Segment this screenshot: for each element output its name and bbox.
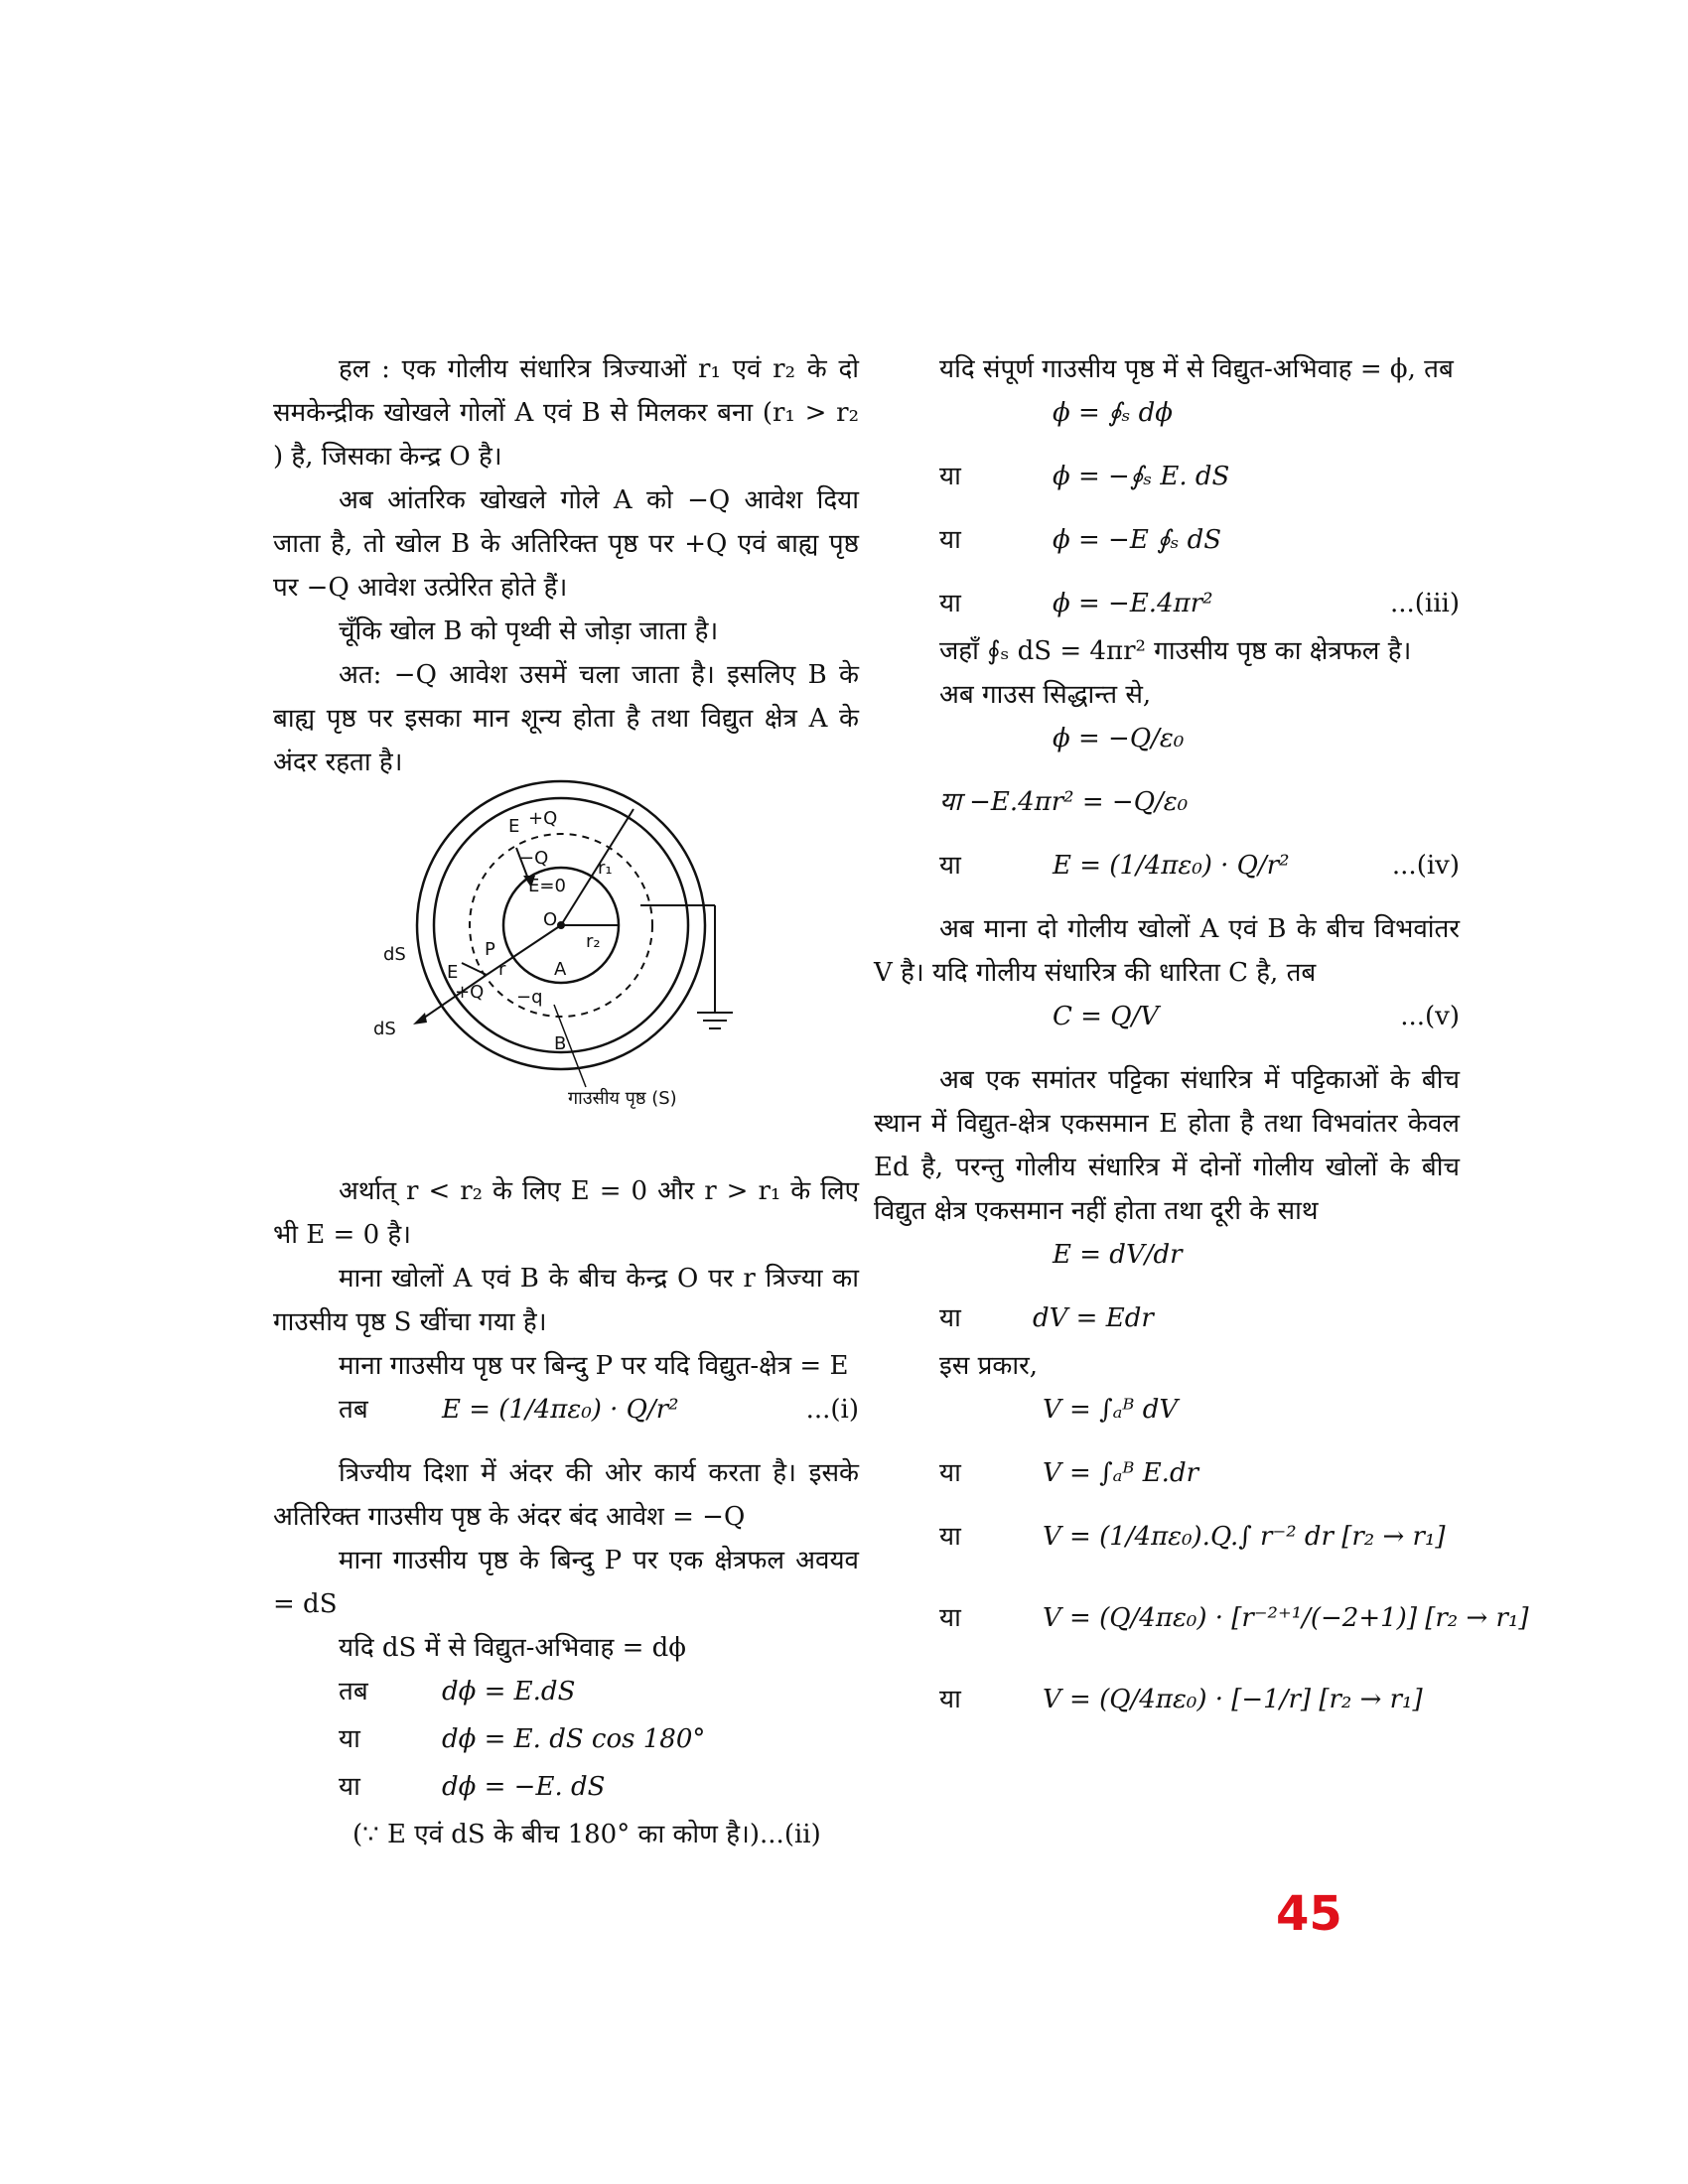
paragraph: यदि dS में से विद्युत-अभिवाह = dϕ — [339, 1633, 686, 1663]
paragraph: अब माना दो गोलीय खोलों A एवं B के बीच विभवांतर V है। यदि गोलीय संधारित्र की धारिता C है, तब — [874, 914, 1460, 988]
equation: V = (Q/4πε₀) · [−1/r] [r₂ → r₁] — [1043, 1685, 1423, 1714]
spherical-capacitor-diagram — [373, 808, 844, 1122]
equation: (∵ E एवं dS के बीच 180° का कोण है।)...(ii) — [352, 1820, 821, 1849]
equation-label: या — [939, 1603, 961, 1633]
label-gaussian-surface: गाउसीय पृष्ठ (S) — [568, 1088, 677, 1109]
equation-label: या — [939, 1685, 961, 1714]
equation-number: ...(i) — [805, 1395, 859, 1425]
equation — [874, 717, 1460, 780]
equation — [273, 1765, 859, 1813]
equation: dϕ = −E. dS — [442, 1772, 606, 1802]
equation — [874, 1388, 1460, 1451]
paragraph: त्रिज्यीय दिशा में अंदर की ओर कार्य करता है। इसके अतिरिक्त गाउसीय पृष्ठ के अंदर बंद आवेश = −Q — [273, 1458, 859, 1532]
equation — [273, 1670, 859, 1717]
equation — [874, 455, 1460, 518]
label-dS-lower: dS — [373, 1019, 396, 1039]
label-P: P — [485, 939, 495, 960]
equation-label: तब — [339, 1395, 368, 1425]
equation: dϕ = E. dS cos 180° — [442, 1724, 706, 1754]
label-dS-upper: dS — [383, 944, 406, 965]
label-E-top: E — [508, 816, 520, 837]
label-E-left: E — [447, 962, 459, 983]
equation — [874, 1596, 1529, 1678]
equation-number: ...(iii) — [1389, 589, 1460, 618]
equation: ϕ = ∮ₛ dϕ — [1053, 398, 1173, 428]
label-O: O — [543, 909, 558, 930]
equation-number: ...(v) — [1400, 1002, 1460, 1031]
ds-arrow-upper — [462, 963, 487, 975]
equation: ϕ = −∮ₛ E. dS — [1053, 462, 1230, 491]
equation-label: या — [939, 1303, 961, 1333]
label-r: r — [498, 959, 506, 980]
equation-label: तब — [339, 1677, 368, 1706]
equation: ϕ = −Q/ε₀ — [1053, 724, 1185, 753]
paragraph: हल : एक गोलीय संधारित्र त्रिज्याओं r₁ एवं r₂ के दो समकेन्द्रीक खोखले गोलों A एवं B से मिलकर बना (r₁ > r₂ ) है, जिसका केन्द्र O है। — [273, 354, 859, 472]
equation: V = (Q/4πε₀) · [r⁻²⁺¹/(−2+1)] [r₂ → r₁] — [1043, 1603, 1529, 1633]
paragraph: अब आंतरिक खोखले गोले A को −Q आवेश दिया जाता है, तो खोल B के अतिरिक्त पृष्ठ पर +Q एवं बाह्य पृष्ठ पर −Q आवेश उत्प्रेरित होते हैं। — [273, 485, 859, 603]
label-plus-Q-left: +Q — [455, 982, 485, 1003]
paragraph: अब एक समांतर पट्टिका संधारित्र में पट्टिकाओं के बीच स्थान में विद्युत-क्षेत्र एकसमान E होता है तथा विभवांतर केवल Ed है, परन्तु गोलीय संधारित्र में दोनों गोलीय खोलों के बीच विद्युत क्षेत्र एकसमान नहीं होता तथा दूरी के साथ — [874, 1065, 1460, 1226]
equation — [874, 391, 1460, 455]
paragraph: माना गाउसीय पृष्ठ के बिन्दु P पर एक क्षेत्रफल अवयव = dS — [273, 1546, 859, 1619]
equation-label: या — [939, 1458, 961, 1488]
label-B: B — [554, 1033, 567, 1054]
equation: V = (1/4πε₀).Q.∫ r⁻² dr [r₂ → r₁] — [1043, 1522, 1446, 1552]
equation: V = ∫ₐᴮ dV — [1043, 1395, 1179, 1425]
right-column — [874, 347, 1529, 1759]
equation: V = ∫ₐᴮ E.dr — [1043, 1458, 1199, 1488]
label-r2: r₂ — [586, 931, 601, 952]
equation: dϕ = E.dS — [442, 1677, 576, 1706]
label-r1: r₁ — [598, 858, 613, 879]
equation: E = dV/dr — [1053, 1240, 1183, 1270]
equation — [273, 1717, 859, 1765]
equation-label: या — [939, 589, 961, 618]
paragraph: जहाँ ∮ₛ dS = 4πr² गाउसीय पृष्ठ का क्षेत्रफल है। — [939, 636, 1412, 666]
equation-label: या — [339, 1724, 360, 1754]
equation: ϕ = −E.4πr² — [1053, 589, 1213, 618]
equation-iv — [874, 844, 1460, 907]
equation: C = Q/V — [1053, 1002, 1160, 1031]
equation-label: या — [939, 1522, 961, 1552]
paragraph: माना गाउसीय पृष्ठ पर बिन्दु P पर यदि विद्युत-क्षेत्र = E — [339, 1351, 849, 1381]
equation — [874, 1678, 1460, 1759]
paragraph: माना खोलों A एवं B के बीच केन्द्र O पर r त्रिज्या का गाउसीय पृष्ठ S खींचा गया है। — [273, 1264, 859, 1337]
equation: ϕ = −E ∮ₛ dS — [1053, 525, 1222, 555]
equation — [874, 780, 1460, 844]
equation-label: या — [339, 1772, 360, 1802]
paragraph: यदि संपूर्ण गाउसीय पृष्ठ में से विद्युत-अभिवाह = ϕ, तब — [939, 354, 1454, 384]
equation-label: या — [939, 525, 961, 555]
paragraph: अर्थात् r < r₂ के लिए E = 0 और r > r₁ के लिए भी E = 0 है। — [273, 1176, 859, 1250]
equation — [874, 1233, 1460, 1297]
label-A: A — [554, 959, 567, 980]
equation: E = (1/4πε₀) · Q/r² — [1053, 851, 1290, 881]
equation-iii — [874, 582, 1460, 629]
paragraph: अत: −Q आवेश उसमें चला जाता है। इसलिए B के बाह्य पृष्ठ पर इसका मान शून्य होता है तथा विद्युत क्षेत्र A के अंदर रहता है। — [273, 660, 859, 777]
equation: dV = Edr — [1033, 1303, 1154, 1333]
label-minus-q: −q — [516, 987, 543, 1008]
equation-v — [874, 995, 1460, 1058]
paragraph: इस प्रकार, — [939, 1351, 1039, 1381]
equation: E = (1/4πε₀) · Q/r² — [442, 1395, 679, 1425]
equation-i — [273, 1388, 859, 1451]
equation — [874, 1515, 1460, 1596]
paragraph: अब गाउस सिद्धान्त से, — [939, 680, 1152, 710]
label-plus-Q-top: +Q — [528, 808, 558, 829]
equation-label: या — [939, 851, 961, 881]
label-E-zero: E=0 — [528, 876, 566, 896]
equation: या −E.4πr² = −Q/ε₀ — [939, 787, 1189, 817]
equation-ii — [273, 1813, 859, 1860]
equation — [874, 1451, 1460, 1515]
equation-label: या — [939, 462, 961, 491]
equation — [874, 518, 1460, 582]
label-minus-Q: −Q — [519, 848, 549, 869]
arrowhead — [413, 1013, 427, 1024]
equation — [874, 1297, 1460, 1344]
paragraph: चूँकि खोल B को पृथ्वी से जोड़ा जाता है। — [339, 616, 719, 646]
page-number: 45 — [1276, 1886, 1342, 1942]
equation-number: ...(iv) — [1391, 851, 1460, 881]
